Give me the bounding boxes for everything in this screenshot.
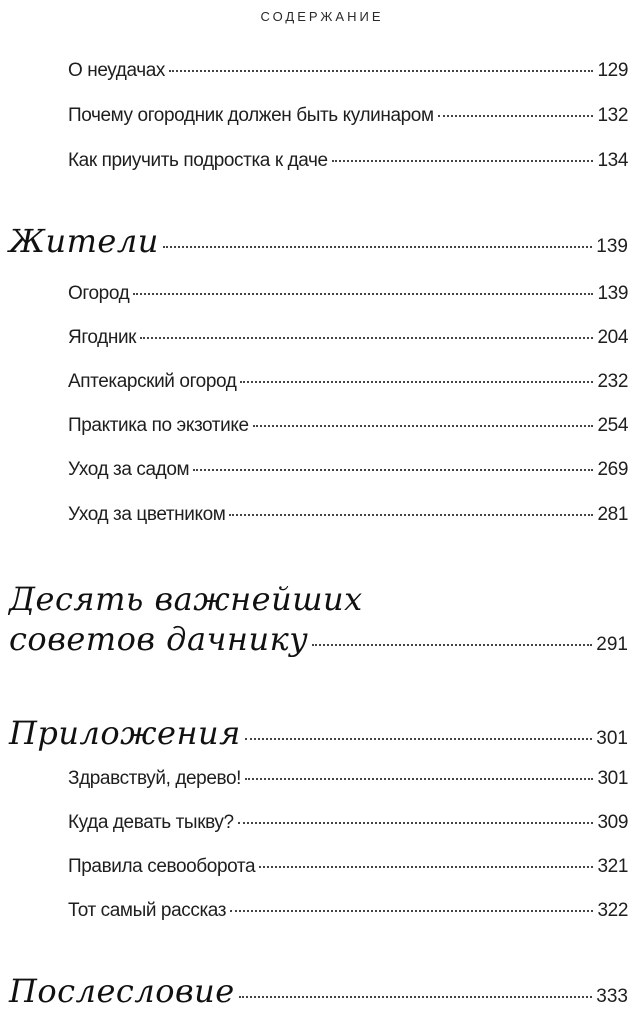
toc-entry-title: Правила севооборота: [68, 856, 256, 877]
running-head: СОДЕРЖАНИЕ: [260, 9, 384, 24]
toc-entry[interactable]: [68, 60, 628, 82]
toc-entry[interactable]: [68, 283, 628, 305]
toc-part-page: 139: [596, 236, 628, 257]
dot-leader: [245, 738, 592, 740]
toc-entry-page: 321: [597, 856, 628, 877]
toc-entry-page: 281: [597, 504, 628, 525]
toc-entry[interactable]: [68, 768, 628, 790]
dot-leader: [169, 70, 594, 72]
toc-part-title: Послесловие: [9, 972, 235, 1010]
toc-part[interactable]: [9, 580, 628, 658]
dot-leader: [163, 246, 592, 248]
dot-leader: [253, 425, 594, 427]
toc-entry-page: 139: [597, 283, 628, 304]
dot-leader: [240, 381, 593, 383]
toc-part-title: Жители: [9, 222, 159, 260]
toc-entry-title: Огород: [68, 283, 130, 304]
dot-leader: [332, 160, 594, 162]
dot-leader: [239, 996, 593, 998]
dot-leader: [238, 822, 594, 824]
toc-part-title-line1: Десять важнейших: [9, 580, 363, 618]
toc-part-page: 301: [596, 728, 628, 749]
toc-entry-title: Как приучить подростка к даче: [68, 150, 328, 171]
toc-entry[interactable]: [68, 856, 628, 878]
dot-leader: [230, 910, 593, 912]
toc-entry-title: Практика по экзотике: [68, 415, 249, 436]
toc-entry-title: Аптекарский огород: [68, 371, 237, 392]
dot-leader: [229, 514, 593, 516]
toc-entry-page: 232: [597, 371, 628, 392]
toc-entry[interactable]: [68, 900, 628, 922]
toc-entry-title: Куда девать тыкву?: [68, 812, 234, 833]
toc-entry[interactable]: [68, 504, 628, 526]
dot-leader: [438, 115, 594, 117]
toc-entry-title: О неудачах: [68, 60, 165, 81]
dot-leader: [193, 469, 593, 471]
toc-entry-page: 134: [597, 150, 628, 171]
dot-leader: [133, 293, 593, 295]
toc-part[interactable]: [9, 714, 628, 752]
toc-part[interactable]: [9, 222, 628, 260]
toc-entry-title: Уход за садом: [68, 459, 190, 480]
toc-entry-page: 132: [597, 105, 628, 126]
toc-part[interactable]: [9, 972, 628, 1010]
toc-part-title-line2: советов дачнику: [9, 620, 309, 658]
toc-entry-page: 309: [597, 812, 628, 833]
dot-leader: [245, 778, 593, 780]
dot-leader: [259, 866, 593, 868]
toc-entry-title: Почему огородник должен быть кулинаром: [68, 105, 434, 126]
toc-entry[interactable]: [68, 327, 628, 349]
toc-entry-title: Ягодник: [68, 327, 137, 348]
toc-entry[interactable]: [68, 459, 628, 481]
toc-part-title: Приложения: [9, 714, 241, 752]
toc-entry[interactable]: [68, 415, 628, 437]
toc-entry-page: 269: [597, 459, 628, 480]
dot-leader: [312, 644, 592, 646]
toc-entry[interactable]: [68, 812, 628, 834]
toc-entry-title: Тот самый рассказ: [68, 900, 227, 921]
toc-entry-page: 204: [597, 327, 628, 348]
toc-entry[interactable]: [68, 150, 628, 172]
toc-entry-page: 301: [597, 768, 628, 789]
toc-entry-title: Здравствуй, дерево!: [68, 768, 242, 789]
toc-entry[interactable]: [68, 371, 628, 393]
toc-entry-title: Уход за цветником: [68, 504, 226, 525]
toc-entry-page: 129: [597, 60, 628, 81]
toc-entry-page: 254: [597, 415, 628, 436]
toc-part-page: 291: [596, 634, 628, 655]
toc-entry-page: 322: [597, 900, 628, 921]
toc-entry[interactable]: [68, 105, 628, 127]
dot-leader: [140, 337, 593, 339]
toc-part-page: 333: [596, 986, 628, 1007]
